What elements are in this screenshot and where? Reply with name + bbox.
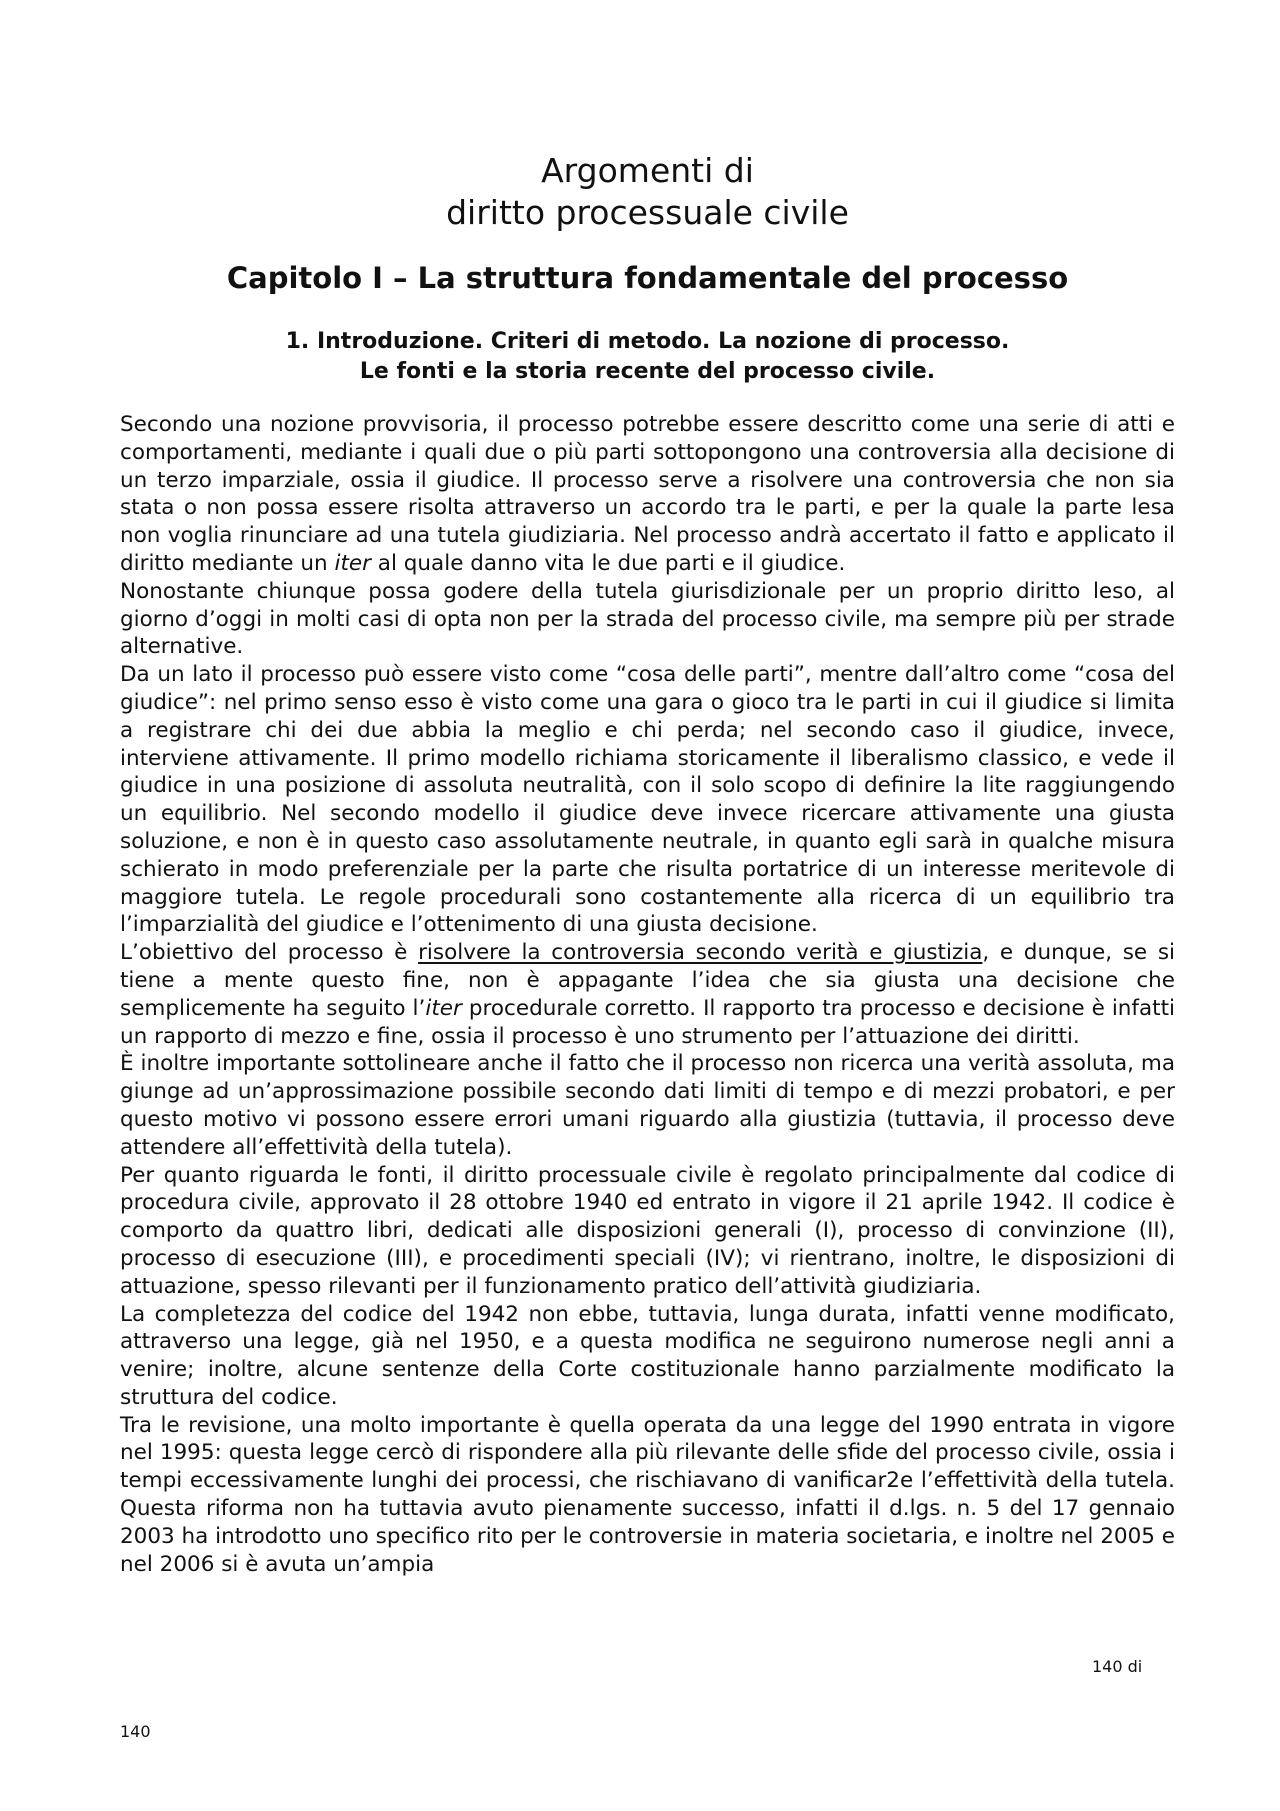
body-text xyxy=(120,411,1175,1578)
paragraph-5: È inoltre importante sottolineare anche il fatto che il processo non ricerca una verità assoluta, ma giunge ad un’approssimazione possibile secondo dati limiti di tempo e di mezzi probatori, e per questo motivo vi possono essere errori umani riguardo alla giustizia (tuttavia, il processo deve attendere all’effettività della tutela). xyxy=(120,1051,1175,1160)
paragraph-2: Nonostante chiunque possa godere della tutela giurisdizionale per un proprio diritto leso, al giorno d’oggi in molti casi di opta non per la strada del processo civile, ma sempre più per strade alternative. xyxy=(120,578,1175,660)
title-line-1: Argomenti di xyxy=(541,151,754,190)
paragraph-4-text-b: , e dunque, se si tiene a mente questo fine, non è appagante l’idea che sia giusta una decisione che semplicemente ha seguito l’ xyxy=(120,940,1175,1021)
title-line-2: diritto processuale civile xyxy=(446,193,849,232)
paragraph-4-text-c: procedurale corretto. Il rapporto tra processo e decisione è infatti un rapporto di mezzo e fine, ossia il processo è uno strumento per l’attuazione dei diritti. xyxy=(120,995,1176,1049)
paragraph-1-text-b: al quale danno vita le due parti e il giudice. xyxy=(370,550,846,576)
paragraph-1 xyxy=(120,411,1175,578)
document-title xyxy=(120,150,1175,234)
section-heading xyxy=(120,327,1175,387)
paragraph-8: Tra le revisione, una molto importante è quella operata da una legge del 1990 entrata in vigore nel 1995: questa legge cercò di rispondere alla più rilevante delle sfide del processo civile, ossia i tempi eccessivamente lunghi dei processi, che rischiavano di vanificar2e l’effettività della tutela. Questa riforma non ha tuttavia avuto pienamente successo, infatti il d.lgs. n. 5 del 17 gennaio 2003 ha introdotto uno specifico rito per le controversie in materia societaria, e inoltre nel 2005 e nel 2006 si è avuta un’ampia xyxy=(120,1412,1176,1577)
paragraph-3: Da un lato il processo può essere visto come “cosa delle parti”, mentre dall’altro come “cosa del giudice”: nel primo senso esso è visto come una gara o gioco tra le parti in cui il giudice si limita a registrare chi dei due abbia la meglio e chi perda; nel secondo caso il giudice, invece, interviene attivamente. Il primo modello richiama storicamente il liberalismo classico, e vede il giudice in una posizione di assoluta neutralità, con il solo scopo di definire la lite raggiungendo un equilibrio. Nel secondo modello il giudice deve invece ricercare attivamente una giusta soluzione, e non è in questo caso assolutamente neutrale, in quanto egli sarà in qualche misura schierato in modo preferenziale per la parte che risulta portatrice di un interesse meritevole di maggiore tutela. Le regole procedurali sono costantemente alla ricerca di un equilibrio tra l’imparzialità del giudice e l’ottenimento di una giusta decisione. xyxy=(120,662,1175,938)
paragraph-1-text-a: Secondo una nozione provvisoria, il processo potrebbe essere descritto come una serie di atti e comportamenti, mediante i quali due o più parti sottopongono una controversia alla decisione di un terzo imparziale, ossia il giudice. Il processo serve a risolvere una controversia che non sia stata o non possa essere risolta attraverso un accordo tra le parti, e per la quale la parte lesa non voglia rinunciare ad una tutela giudiziaria. Nel processo andrà accertato il fatto e applicato il diritto mediante un xyxy=(120,412,1175,576)
paragraph-6: Per quanto riguarda le fonti, il diritto processuale civile è regolato principalmente dal codice di procedura civile, approvato il 28 ottobre 1940 ed entrato in vigore il 21 aprile 1942. Il codice è comporto da quattro libri, dedicati alle disposizioni generali (I), processo di convinzione (II), processo di esecuzione (III), e procedimenti speciali (IV); vi rientrano, inoltre, le disposizioni di attuazione, spesso rilevanti per il funzionamento pratico dell’attività giudiziaria. xyxy=(120,1162,1175,1299)
paragraph-4-underlined: risolvere la controversia secondo verità e giustizia xyxy=(418,940,983,966)
section-heading-line-1: 1. Introduzione. Criteri di metodo. La nozione di processo. xyxy=(285,329,1010,354)
page-total: 140 xyxy=(120,1722,151,1741)
paragraph-4-text-a: L’obiettivo del processo è xyxy=(120,940,419,966)
paragraph-4-iter: iter xyxy=(425,995,462,1021)
paragraph-7: La completezza del codice del 1942 non ebbe, tuttavia, lunga durata, infatti venne modificato, attraverso una legge, già nel 1950, e a questa modifica ne seguirono numerose negli anni a venire; inoltre, alcune sentenze della Corte costituzionale hanno parzialmente modificato la struttura del codice. xyxy=(120,1301,1175,1410)
page-number-of: 140 di xyxy=(1092,1657,1143,1676)
paragraph-4 xyxy=(120,939,1175,1050)
chapter-title: Capitolo I – La struttura fondamentale del processo xyxy=(226,261,1069,295)
section-heading-line-2: Le fonti e la storia recente del processo civile. xyxy=(359,359,936,384)
paragraph-1-iter: iter xyxy=(334,550,371,576)
